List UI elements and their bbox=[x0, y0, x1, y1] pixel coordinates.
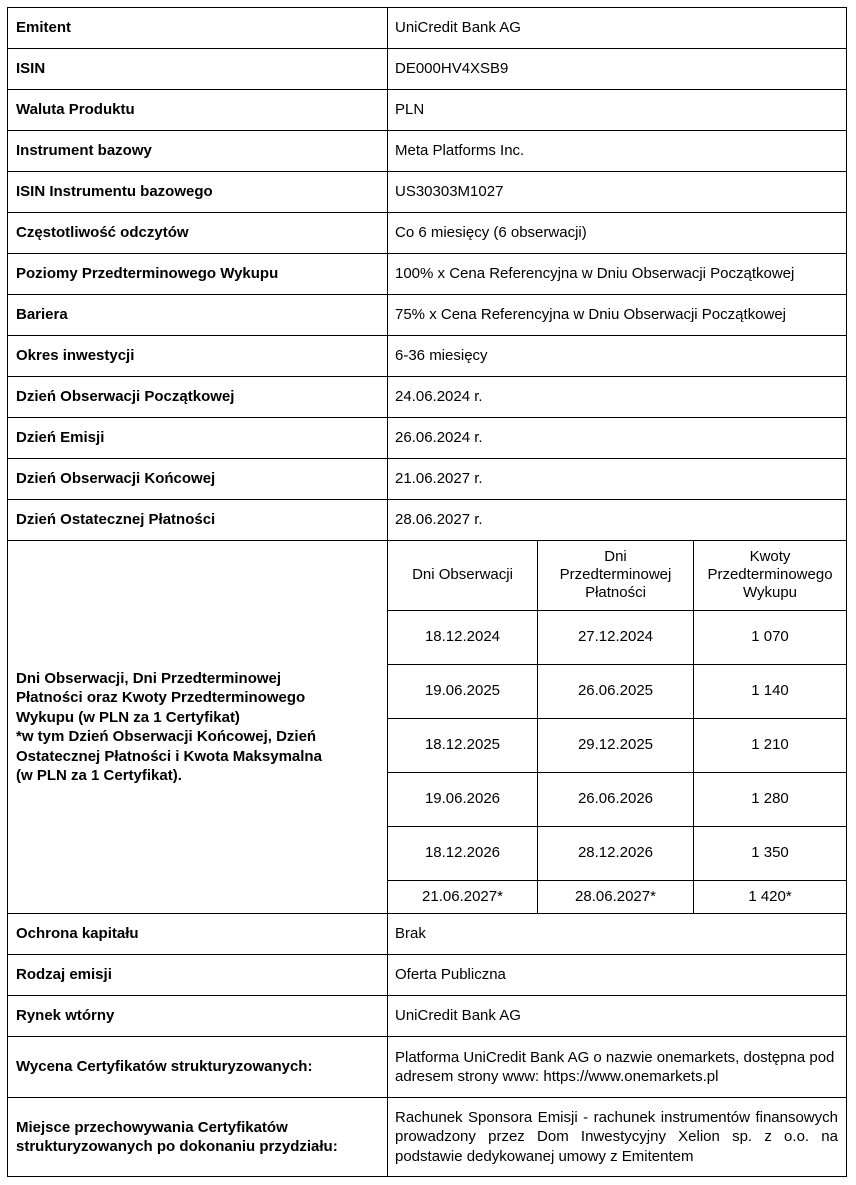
schedule-label-line: (w PLN za 1 Certyfikat). bbox=[16, 767, 182, 784]
label-final-payment: Dzień Ostatecznej Płatności bbox=[8, 500, 388, 541]
row-valuation bbox=[8, 1037, 847, 1098]
header-line: Dni Obserwacji bbox=[412, 566, 513, 584]
schedule-row bbox=[388, 826, 846, 880]
label-currency: Waluta Produktu bbox=[8, 90, 388, 131]
value-currency: PLN bbox=[388, 90, 847, 131]
row-barrier bbox=[8, 295, 847, 336]
schedule-row bbox=[388, 772, 846, 826]
redemption-amount: 1 070 bbox=[694, 610, 847, 664]
schedule-label-line: Wykupu (w PLN za 1 Certyfikat) bbox=[16, 708, 240, 726]
label-isin: ISIN bbox=[8, 49, 388, 90]
label-frequency: Częstotliwość odczytów bbox=[8, 213, 388, 254]
observation-date: 21.06.2027* bbox=[388, 880, 538, 913]
row-final-payment bbox=[8, 500, 847, 541]
label-underlying-isin: ISIN Instrumentu bazowego bbox=[8, 172, 388, 213]
value-barrier: 75% x Cena Referencyjna w Dniu Obserwacji Początkowej bbox=[388, 295, 847, 336]
schedule-row bbox=[388, 610, 846, 664]
observation-date: 18.12.2024 bbox=[388, 610, 538, 664]
label-autocall-levels: Poziomy Przedterminowego Wykupu bbox=[8, 254, 388, 295]
schedule-row bbox=[388, 718, 846, 772]
label-capital-protection: Ochrona kapitału bbox=[8, 914, 388, 955]
observation-date: 19.06.2025 bbox=[388, 664, 538, 718]
value-autocall-levels: 100% x Cena Referencyjna w Dniu Obserwacji Początkowej bbox=[388, 254, 847, 295]
value-underlying: Meta Platforms Inc. bbox=[388, 131, 847, 172]
label-valuation: Wycena Certyfikatów strukturyzowanych: bbox=[8, 1037, 388, 1098]
row-underlying bbox=[8, 131, 847, 172]
payment-date: 28.06.2027* bbox=[538, 880, 694, 913]
header-observation-dates bbox=[388, 541, 538, 610]
header-line: Dni bbox=[604, 548, 627, 566]
value-final-observation: 21.06.2027 r. bbox=[388, 459, 847, 500]
schedule-label-line: Płatności oraz Kwoty Przedterminowego bbox=[16, 689, 306, 706]
row-frequency bbox=[8, 213, 847, 254]
header-line: Przedterminowej bbox=[559, 566, 672, 584]
row-currency bbox=[8, 90, 847, 131]
label-underlying: Instrument bazowy bbox=[8, 131, 388, 172]
redemption-amount: 1 350 bbox=[694, 826, 847, 880]
observation-date: 18.12.2026 bbox=[388, 826, 538, 880]
value-secondary-market: UniCredit Bank AG bbox=[388, 996, 847, 1037]
schedule-label-line: *w tym Dzień Obserwacji Końcowej, Dzień bbox=[16, 728, 317, 745]
label-custody bbox=[8, 1098, 388, 1177]
label-issue-date: Dzień Emisji bbox=[8, 418, 388, 459]
row-custody bbox=[8, 1098, 847, 1177]
header-payment-dates bbox=[538, 541, 694, 610]
payment-date: 26.06.2026 bbox=[538, 772, 694, 826]
schedule-label-line: Ostatecznej Płatności i Kwota Maksymalna bbox=[16, 747, 322, 765]
redemption-amount: 1 280 bbox=[694, 772, 847, 826]
value-issue-date: 26.06.2024 r. bbox=[388, 418, 847, 459]
header-redemption-amounts bbox=[694, 541, 847, 610]
row-investment-period bbox=[8, 336, 847, 377]
schedule-row bbox=[388, 664, 846, 718]
observation-date: 18.12.2025 bbox=[388, 718, 538, 772]
row-autocall-levels bbox=[8, 254, 847, 295]
row-issue-type bbox=[8, 955, 847, 996]
header-line: Płatności bbox=[585, 584, 646, 602]
row-final-observation bbox=[8, 459, 847, 500]
payment-date: 26.06.2025 bbox=[538, 664, 694, 718]
schedule-label-line: Dni Obserwacji, Dni Przedterminowej bbox=[16, 669, 282, 687]
row-initial-observation bbox=[8, 377, 847, 418]
value-emitent: UniCredit Bank AG bbox=[388, 8, 847, 49]
value-isin: DE000HV4XSB9 bbox=[388, 49, 847, 90]
value-custody: Rachunek Sponsora Emisji - rachunek instrumentów finansowych prowadzony przez Dom Inwestycyjny Xelion sp. z o.o. na podstawie dedykowanej umowy z Emitentem bbox=[388, 1098, 847, 1177]
row-emitent bbox=[8, 8, 847, 49]
label-investment-period: Okres inwestycji bbox=[8, 336, 388, 377]
label-secondary-market: Rynek wtórny bbox=[8, 996, 388, 1037]
label-initial-observation: Dzień Obserwacji Początkowej bbox=[8, 377, 388, 418]
schedule-row-final bbox=[388, 880, 846, 913]
value-initial-observation: 24.06.2024 r. bbox=[388, 377, 847, 418]
label-schedule bbox=[8, 541, 388, 914]
label-emitent: Emitent bbox=[8, 8, 388, 49]
value-valuation: Platforma UniCredit Bank AG o nazwie onemarkets, dostępna pod adresem strony www: https://www.onemarkets.pl bbox=[388, 1037, 847, 1098]
schedule-table bbox=[388, 541, 846, 913]
row-isin bbox=[8, 49, 847, 90]
row-underlying-isin bbox=[8, 172, 847, 213]
value-final-payment: 28.06.2027 r. bbox=[388, 500, 847, 541]
value-frequency: Co 6 miesięcy (6 obserwacji) bbox=[388, 213, 847, 254]
value-issue-type: Oferta Publiczna bbox=[388, 955, 847, 996]
row-secondary-market bbox=[8, 996, 847, 1037]
payment-date: 29.12.2025 bbox=[538, 718, 694, 772]
label-issue-type: Rodzaj emisji bbox=[8, 955, 388, 996]
schedule-header-row bbox=[388, 541, 846, 610]
row-capital-protection bbox=[8, 914, 847, 955]
header-line: Przedterminowego bbox=[707, 566, 833, 584]
observation-date: 19.06.2026 bbox=[388, 772, 538, 826]
header-line: Kwoty bbox=[749, 548, 791, 566]
redemption-amount: 1 420* bbox=[694, 880, 847, 913]
value-investment-period: 6-36 miesięcy bbox=[388, 336, 847, 377]
product-terms-table bbox=[7, 7, 847, 1177]
payment-date: 27.12.2024 bbox=[538, 610, 694, 664]
custody-label-line: Miejsce przechowywania Certyfikatów bbox=[16, 1118, 288, 1136]
payment-date: 28.12.2026 bbox=[538, 826, 694, 880]
header-line: Wykupu bbox=[742, 584, 798, 602]
row-issue-date bbox=[8, 418, 847, 459]
label-final-observation: Dzień Obserwacji Końcowej bbox=[8, 459, 388, 500]
value-underlying-isin: US30303M1027 bbox=[388, 172, 847, 213]
redemption-amount: 1 210 bbox=[694, 718, 847, 772]
schedule-cell bbox=[388, 541, 847, 914]
redemption-amount: 1 140 bbox=[694, 664, 847, 718]
label-barrier: Bariera bbox=[8, 295, 388, 336]
custody-label-line: strukturyzowanych po dokonaniu przydziału: bbox=[16, 1138, 338, 1155]
value-capital-protection: Brak bbox=[388, 914, 847, 955]
row-schedule bbox=[8, 541, 847, 914]
